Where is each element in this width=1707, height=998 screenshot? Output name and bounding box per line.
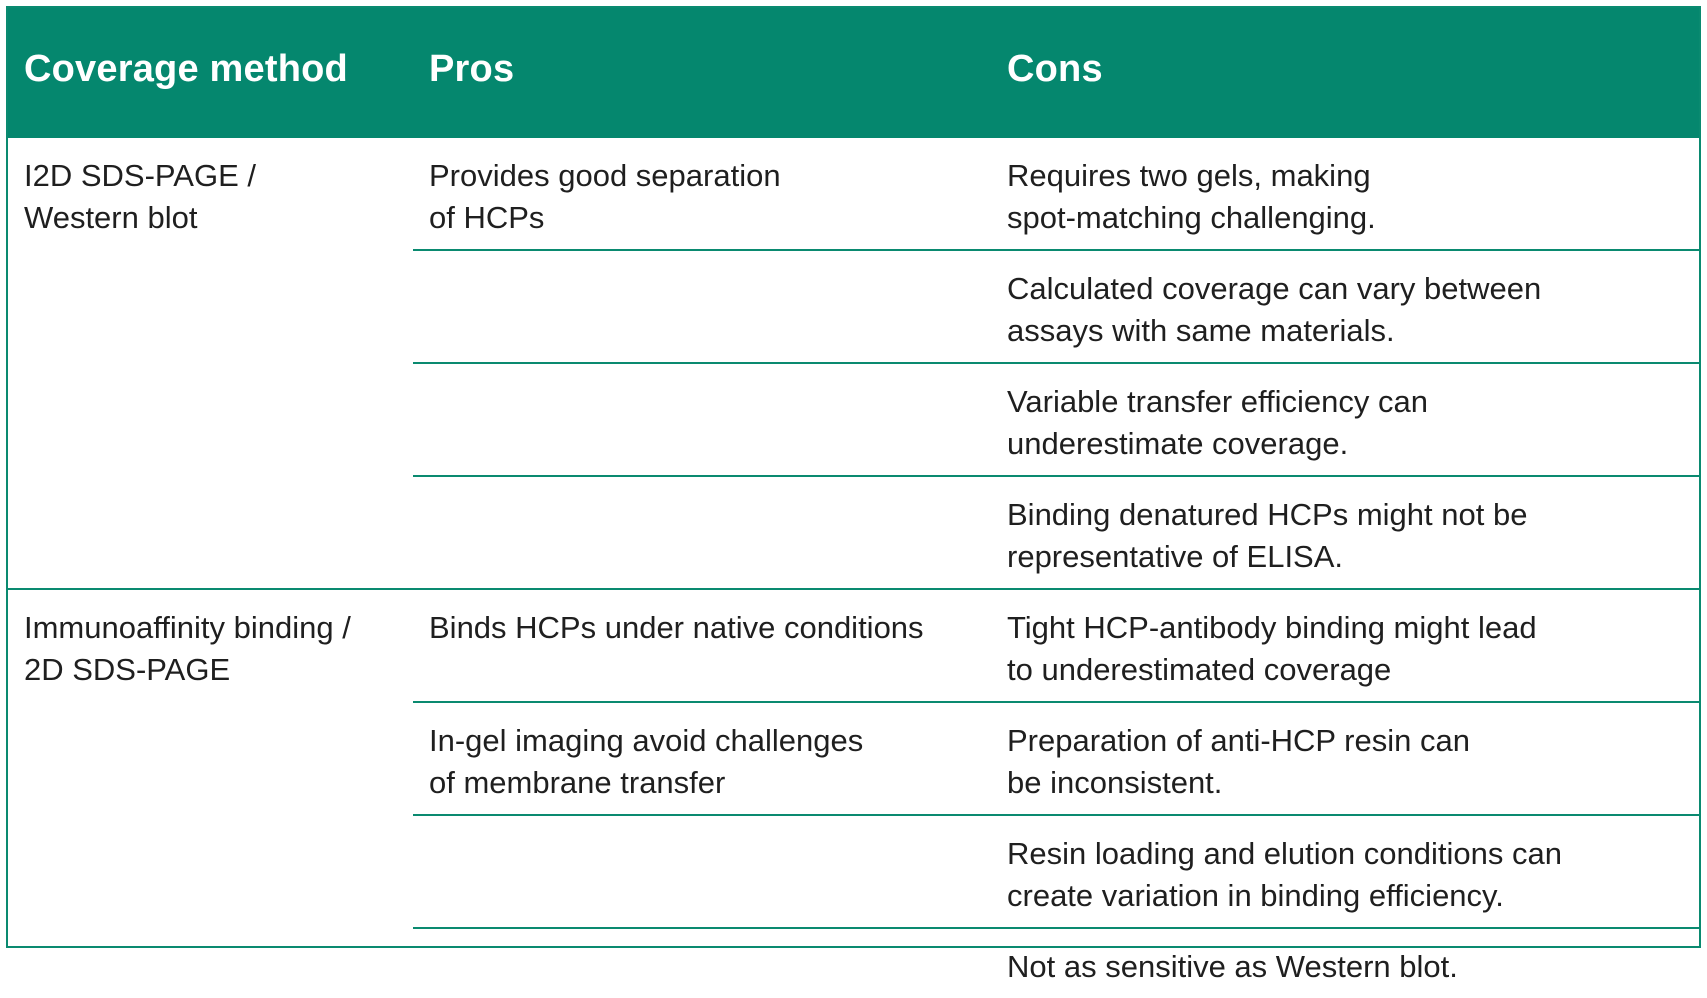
cons-cell: Resin loading and elution conditions can create variation in binding efficiency. (991, 815, 1699, 928)
table-row (8, 138, 1699, 250)
coverage-table-container (6, 6, 1701, 984)
pros-cell (413, 815, 991, 928)
pros-cell (413, 476, 991, 589)
pros-cell (413, 250, 991, 363)
table-row (8, 589, 1699, 702)
cons-cell: Binding denatured HCPs might not be representative of ELISA. (991, 476, 1699, 589)
header-cons: Cons (991, 8, 1699, 138)
cons-cell: Variable transfer efficiency can underestimate coverage. (991, 363, 1699, 476)
pros-cell: Binds HCPs under native conditions (413, 589, 991, 702)
header-coverage-method: Coverage method (8, 8, 413, 138)
method-cell: Immunoaffinity binding / 2D SDS-PAGE (8, 589, 413, 998)
cons-cell: Requires two gels, making spot-matching challenging. (1007, 158, 1376, 235)
pros-cell: Provides good separation of HCPs (429, 158, 781, 235)
cons-cell: Preparation of anti-HCP resin can be inconsistent. (991, 702, 1699, 815)
header-pros: Pros (413, 8, 991, 138)
method-cell: I2D SDS-PAGE / Western blot (24, 158, 256, 235)
table-header-row (8, 8, 1699, 138)
cons-cell: Not as sensitive as Western blot. (991, 928, 1699, 998)
cons-cell: Tight HCP-antibody binding might lead to underestimated coverage (991, 589, 1699, 702)
pros-cell: In-gel imaging avoid challenges of membrane transfer (413, 702, 991, 815)
coverage-method-table (8, 8, 1699, 998)
pros-cell (413, 363, 991, 476)
cons-cell: Calculated coverage can vary between assays with same materials. (991, 250, 1699, 363)
pros-cell (413, 928, 991, 998)
